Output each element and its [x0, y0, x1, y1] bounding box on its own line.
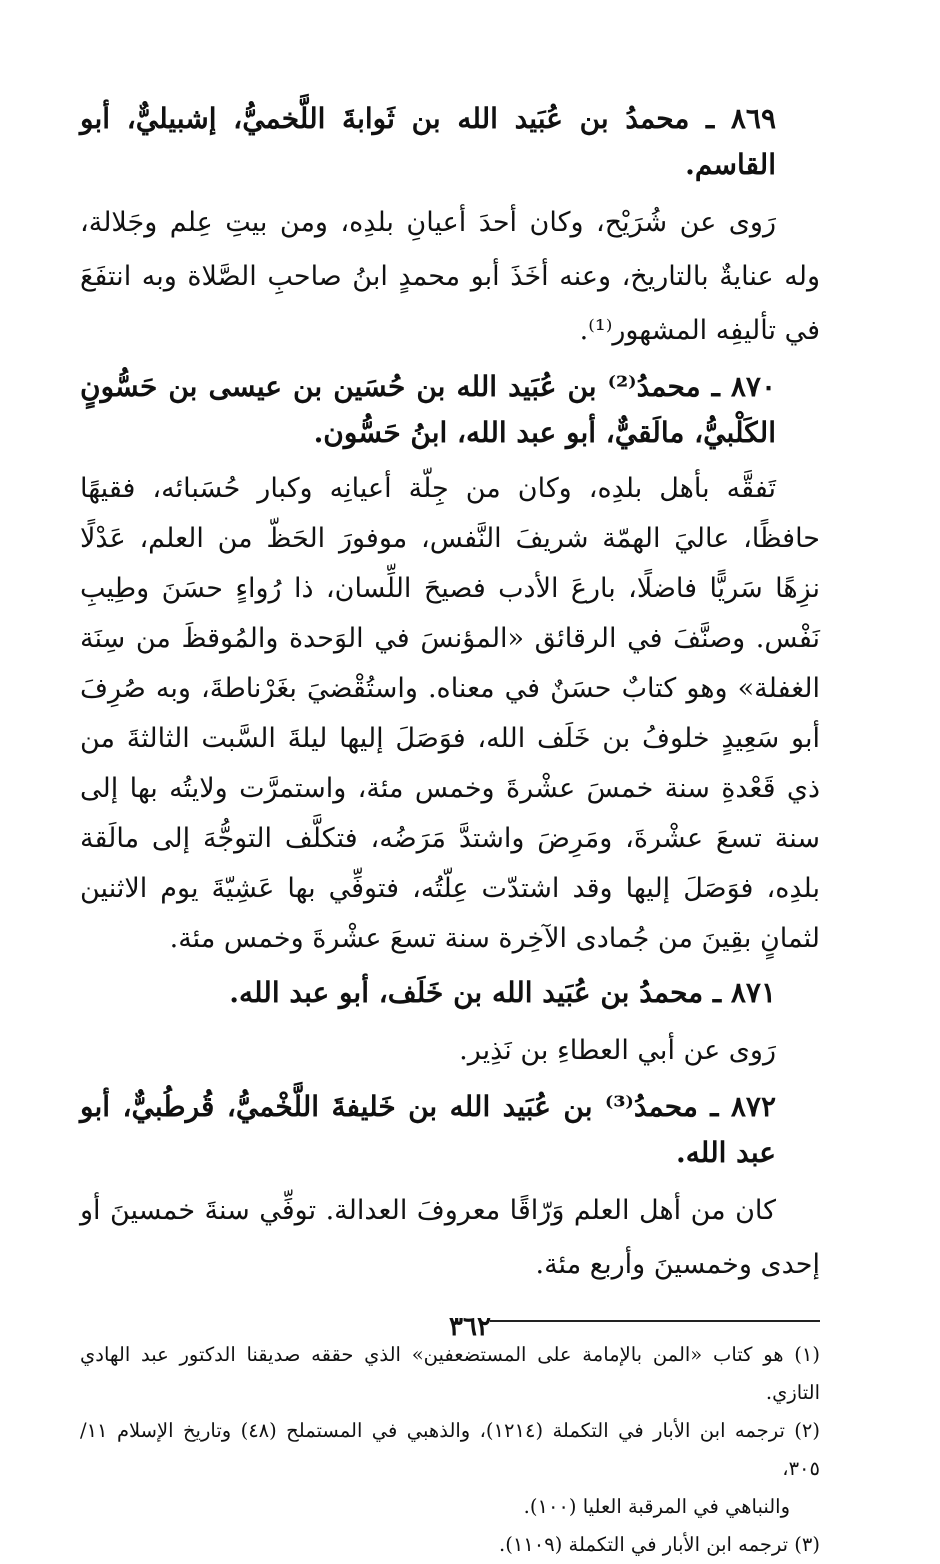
- entry-871-heading: ٨٧١ ـ محمدُ بن عُبَيد الله بن خَلَف، أبو عبد الله.: [229, 976, 776, 1009]
- entry-869-body: رَوى عن شُرَيْح، وكان أحدَ أعيانِ بلدِه، ومن بيتِ عِلم وجَلالة، وله عنايةٌ بالتاريخ، وعنه أخَذَ أبو محمدٍ ابنُ صاحبِ الصَّلاة وبه انتفَعَ في تأليفِه المشهور⁽¹⁾.: [80, 207, 820, 346]
- footnote-1: (١) هو كتاب «المن بالإمامة على المستضعفين» الذي حققه صديقنا الدكتور عبد الهادي التازي.: [80, 1343, 820, 1404]
- entry-872-body: كان من أهل العلم وَرّاقًا معروفَ العدالة. توفِّي سنةَ خمسينَ أو إحدى وخمسينَ وأربع مئة.: [80, 1195, 820, 1280]
- entry-870-heading: ٨٧٠ ـ محمدُ⁽²⁾ بن عُبَيد الله بن حُسَين بن عيسى بن حَسُّونٍ الكَلْبيُّ، مالَقيٌّ، أبو عبد الله، ابنُ حَسُّون.: [80, 370, 777, 449]
- footnote-3: (٣) ترجمه ابن الأبار في التكملة (١١٠٩).: [499, 1533, 820, 1556]
- footnote-2-continued: والنباهي في المرقبة العليا (١٠٠).: [523, 1495, 790, 1518]
- footnotes: [80, 1320, 820, 1564]
- entry-869-heading: ٨٦٩ ـ محمدُ بن عُبَيد الله بن ثَوابةَ اللَّخميُّ، إشبيليٌّ، أبو القاسم.: [80, 102, 776, 181]
- footnote-2: (٢) ترجمه ابن الأبار في التكملة (١٢١٤)، والذهبي في المستملح (٤٨) وتاريخ الإسلام ١١/ ٣٠٥،: [80, 1419, 820, 1480]
- entry-871-body: رَوى عن أبي العطاءِ بن نَذِير.: [459, 1035, 776, 1066]
- entry-870-body: تَفقَّه بأهل بلدِه، وكان من جِلّة أعيانِه وكبار حُسَبائه، فقيهًا حافظًا، عاليَ الهمّة شريفَ النَّفس، موفورَ الحَظّ من العلم، عَدْلًا نزِهًا سَريًّا فاضلًا، بارعَ الأدب فصيحَ اللِّسان، ذا رُواءٍ حسَنَ وطِيبِ نَفْس. وصنَّفَ في الرقائق «المؤنسَ في الوَحدة والمُوقظَ من سِنَة الغفلة» وهو كتابٌ حسَنٌ في معناه. واستُقْضيَ بغَرْناطةَ، وبه صُرِفَ أبو سَعِيدٍ خلوفُ بن خَلَف الله، فوَصَلَ إليها ليلةَ السَّبت الثالثةَ من ذي قَعْدةِ سنة خمسَ عشْرةَ وخمس مئة، واستمرَّت ولايتُه بها إلى سنة تسعَ عشْرةَ، ومَرِضَ واشتدَّ مَرَضُه، فتكلَّف التوجُّهَ إلى مالَقة بلدِه، فوَصَلَ إليها وقد اشتدّت عِلّتُه، فتوفِّي بها عَشِيّةَ يوم الاثنين لثمانٍ بقِينَ من جُمادى الآخِرة سنة تسعَ عشْرةَ وخمس مئة.: [80, 473, 820, 954]
- entry-872-heading: ٨٧٢ ـ محمدُ⁽³⁾ بن عُبَيد الله بن خَليفةَ اللَّخْميُّ، قُرطُبيٌّ، أبو عبد الله.: [80, 1090, 776, 1169]
- page-number: ٣٦٢: [449, 1312, 491, 1342]
